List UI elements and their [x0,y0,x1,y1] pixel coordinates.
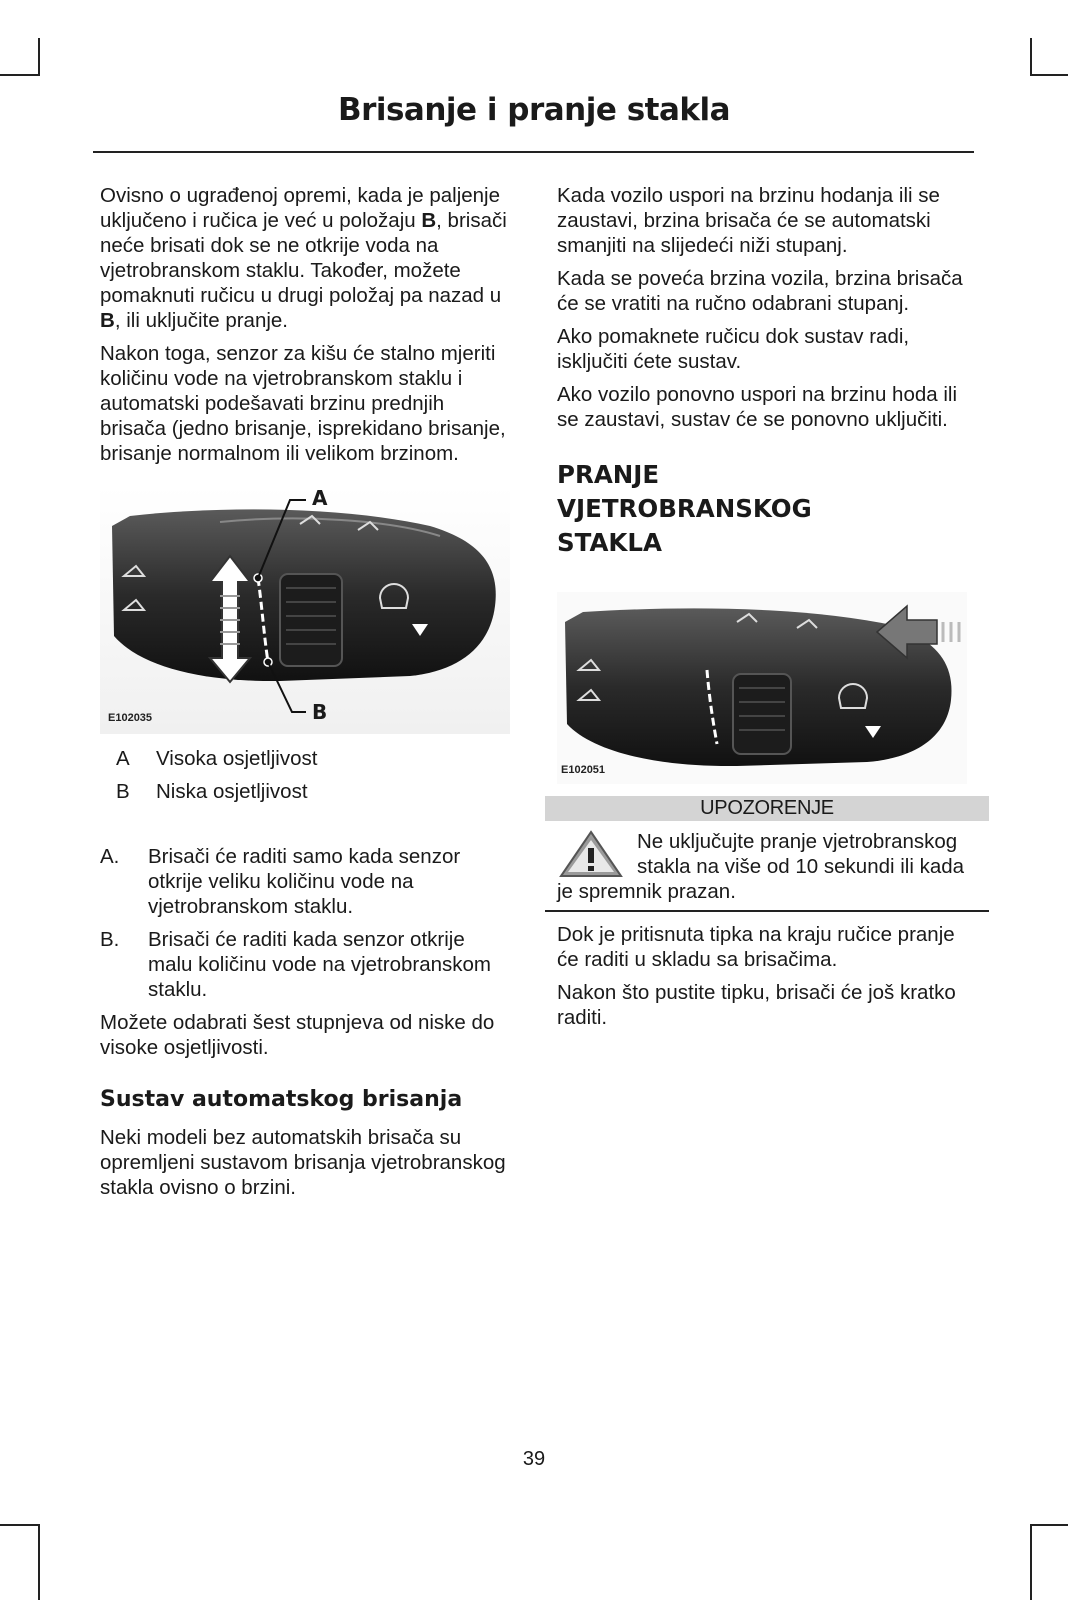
section-heading-line-1: PRANJE [557,460,660,489]
subheading-auto-wipe: Sustav automatskog brisanja [100,1087,463,1112]
legend-text: Visoka osjetljivost [156,747,318,770]
list-text: Brisači će raditi kada senzor otkrije malu količinu vode na vjetrobranskom staklu. [148,928,491,1001]
left-paragraph-1: Ovisno o ugrađenoj opremi, kada je paljenje uključeno i ručica je već u položaju B, brisači neće brisati dok se ne otkrije voda na vjetrobranskom staklu. Također, možete pomaknuti ručicu u drugi položaj pa nazad u B, ili uključite pranje. [100,184,507,332]
figure-code: E102035 [108,712,153,724]
page-title: Brisanje i pranje stakla [337,92,731,128]
section-heading [557,458,977,560]
left-paragraph-3: Možete odabrati šest stupnjeva od niske do visoke osjetljivosti. [100,1011,495,1059]
list-text: Brisači će raditi samo kada senzor otkrije veliku količinu vode na vjetrobranskom staklu. [148,845,461,918]
legend-item [100,746,510,771]
right-paragraph-2: Kada se poveća brzina vozila, brzina brisača će se vratiti na ručno odabrani stupanj. [557,267,963,315]
warning-title-bar: UPOZORENJE [545,796,989,821]
figure-rain-sensor-stalk [100,486,510,734]
list-marker: A. [100,845,120,868]
crop-mark-top-right-v [1030,38,1032,76]
section-heading-line-2: VJETROBRANSKOG [557,494,812,523]
section-heading-line-3: STAKLA [557,528,662,557]
right-paragraph-3: Ako pomaknete ručicu dok sustav radi, isključiti ćete sustav. [557,325,910,373]
figure-label-a: A [312,486,328,510]
stalk-illustration-2 [557,592,967,784]
right-paragraph-5: Dok je pritisnuta tipka na kraju ručice pranje će raditi u skladu sa brisačima. [557,922,955,971]
crop-mark-top-right-h [1030,74,1068,76]
list-item [100,927,510,1002]
right-paragraph-6: Nakon što pustite tipku, brisači će još kratko raditi. [557,980,956,1029]
crop-mark-bottom-right-h [1030,1524,1068,1526]
legend-text: Niska osjetljivost [156,780,308,803]
figure-code: E102051 [561,764,606,776]
page-number: 39 [522,1448,546,1470]
left-paragraph-4: Neki modeli bez automatskih brisača su opremljeni sustavom brisanja vjetrobranskog stakla ovisno o brzini. [100,1126,506,1199]
left-paragraph-2: Nakon toga, senzor za kišu će stalno mjeriti količinu vode na vjetrobranskom staklu i automatski podešavati brzinu prednjih brisača (jedno brisanje, isprekidano brisanje, brisanje normalnom ili velikom brzinom. [100,342,506,465]
crop-mark-top-left-h [0,74,40,76]
right-paragraph-4: Ako vozilo ponovno uspori na brzinu hoda ili se zaustavi, sustav će se ponovno uključiti. [557,383,958,431]
figure-label-b: B [312,700,328,724]
crop-mark-bottom-left-h [0,1524,40,1526]
list-marker: B. [100,928,120,951]
stalk-illustration-1 [100,486,510,734]
warning-triangle-icon [557,829,625,879]
figure-washer-stalk [557,592,967,784]
left-column [100,183,510,1208]
warning-rule [545,910,989,912]
warning-text: Ne uključujte pranje vjetrobranskog stakla na više od 10 sekundi ili kada je spremnik prazan. [557,830,965,903]
warning-box [557,829,977,904]
legend-key: A [116,747,130,770]
legend-key: B [116,780,130,803]
title-rule [93,151,974,153]
right-paragraph-1: Kada vozilo uspori na brzinu hodanja ili se zaustavi, brzina brisača će se automatski smanjiti na slijedeći niži stupanj. [557,184,940,257]
legend-item [100,779,510,804]
list-item [100,844,510,919]
right-column [557,183,977,1038]
crop-mark-bottom-right-v [1030,1524,1032,1600]
crop-mark-top-left-v [38,38,40,76]
crop-mark-bottom-left-v [38,1524,40,1600]
